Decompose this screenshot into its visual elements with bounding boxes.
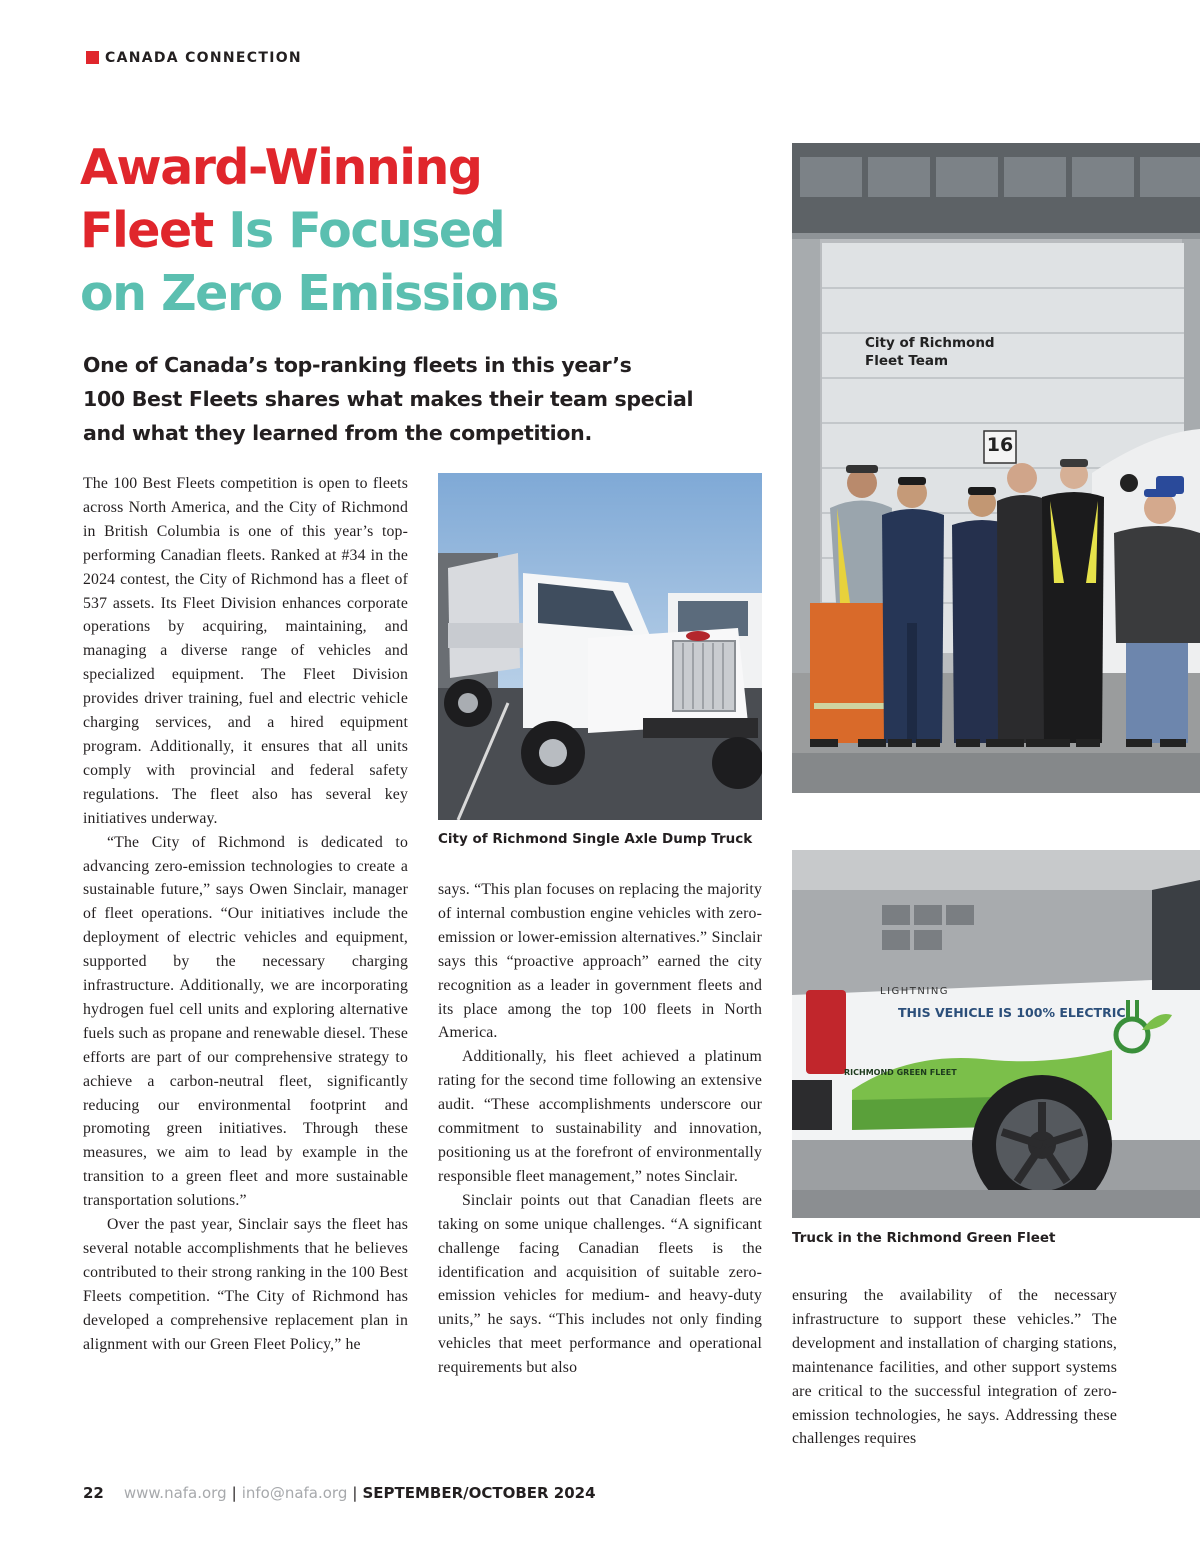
body-column-2 (438, 878, 762, 1380)
col2-paragraph-1: says. “This plan focuses on replacing the majority of internal combustion engine vehicles with zero-emission or lower-emission alternatives.” Sinclair says this “proactive approach” earned the city recognition as a leader in government fleets and its place among the top 100 fleets in North America. (438, 881, 762, 1042)
col2-paragraph-3: Sinclair points out that Canadian fleets are taking on some unique challenges. “A significant challenge facing Canadian fleets is the identification and acquisition of suitable zero-emission vehicles for medium- and heavy-duty units,” he says. “This includes not only finding vehicles that meet performance and operational requirements but also (438, 1191, 762, 1377)
dump-truck-caption: City of Richmond Single Axle Dump Truck (438, 831, 753, 847)
headline-line-3: on Zero Emissions (80, 265, 558, 322)
dump-truck-photo (438, 473, 762, 820)
team-photo-illustration (792, 143, 1200, 793)
page-footer (83, 1484, 596, 1502)
col2-paragraph-2: Additionally, his fleet achieved a platinum rating for the second time following an extensive audit. “These accomplishments underscore our commitment to sustainability and innovation, positioning us at the forefront of environmentally responsible fleet management,” notes Sinclair. (438, 1048, 762, 1185)
headline-red-word: Fleet (80, 202, 213, 259)
body-column-1 (83, 472, 408, 1357)
lightning-badge: LIGHTNING (880, 986, 950, 997)
door-number: 16 (986, 434, 1014, 456)
col1-paragraph-2: “The City of Richmond is dedicated to advancing zero-emission technologies to create a sustainable future,” says Owen Sinclair, manager of fleet operations. “Our initiatives include the deployment of electric vehicles and equipment, supported by the necessary charging infrastructure. Additionally, we are incorporating hydrogen fuel cell units and exploring alternative fuels such as propane and renewable diesel. These efforts are part of our comprehensive strategy to achieve a carbon-neutral fleet, significantly reducing our environmental footprint and promoting green initiatives. Through these measures, we aim to lead by example in the transition to a green fleet and more sustainable transportation solutions.” (83, 833, 408, 1210)
team-photo-caption-line-1: City of Richmond (865, 335, 995, 351)
body-column-3 (792, 1284, 1117, 1451)
page-number: 22 (83, 1484, 104, 1502)
col1-paragraph-3: Over the past year, Sinclair says the fleet has several notable accomplishments that he believes contributed to their strong ranking in the 100 Best Fleets competition. “The City of Richmond has developed a comprehensive replacement plan in alignment with our Green Fleet Policy,” he (83, 1216, 408, 1353)
col1-paragraph-1: The 100 Best Fleets competition is open to fleets across North America, and the City of Richmond in British Columbia is one of this year’s top-performing Canadian fleets. Ranked at #34 in the 2024 contest, the City of Richmond has a fleet of 537 assets. Its Fleet Division enhances corporate operations by acquiring, maintaining, and managing a diverse range of vehicles and specialized equipment. The Fleet Division provides driver training, fuel and electric vehicle charging services, and a hired equipment program. Additionally, it ensures that all units comply with provincial and federal safety regulations. The fleet also has several key initiatives underway. (83, 475, 408, 827)
headline-teal-words: Is Focused (228, 202, 505, 259)
footer-separator: | (231, 1484, 237, 1502)
section-label: CANADA CONNECTION (105, 50, 302, 66)
issue-date: SEPTEMBER/OCTOBER 2024 (362, 1484, 596, 1502)
green-truck-illustration (792, 850, 1200, 1218)
deck-line-1: One of Canada’s top-ranking fleets in this year’s (83, 353, 632, 377)
section-marker (86, 51, 99, 64)
team-photo-caption (865, 334, 995, 370)
team-photo-caption-line-2: Fleet Team (865, 353, 949, 369)
footer-separator: | (352, 1484, 358, 1502)
deck (83, 348, 743, 450)
headline-line-1: Award-Winning (80, 139, 482, 196)
green-truck-photo (792, 850, 1200, 1218)
deck-line-3: and what they learned from the competition. (83, 421, 592, 445)
footer-website-link[interactable]: www.nafa.org (123, 1484, 227, 1502)
electric-decal: THIS VEHICLE IS 100% ELECTRIC (898, 1005, 1126, 1020)
footer-email-link[interactable]: info@nafa.org (241, 1484, 348, 1502)
green-truck-caption: Truck in the Richmond Green Fleet (792, 1230, 1056, 1246)
dump-truck-illustration (438, 473, 762, 820)
col3-paragraph-1: ensuring the availability of the necessary infrastructure to support these vehicles.” The development and installation of charging stations, maintenance facilities, and other support systems are critical to the successful integration of zero-emission technologies, he says. Addressing these challenges requires (792, 1287, 1117, 1448)
headline-line-2 (80, 199, 740, 262)
green-fleet-decal: RICHMOND GREEN FLEET (844, 1068, 957, 1077)
deck-line-2: 100 Best Fleets shares what makes their team special (83, 387, 694, 411)
team-photo (792, 143, 1200, 793)
headline (80, 136, 740, 325)
